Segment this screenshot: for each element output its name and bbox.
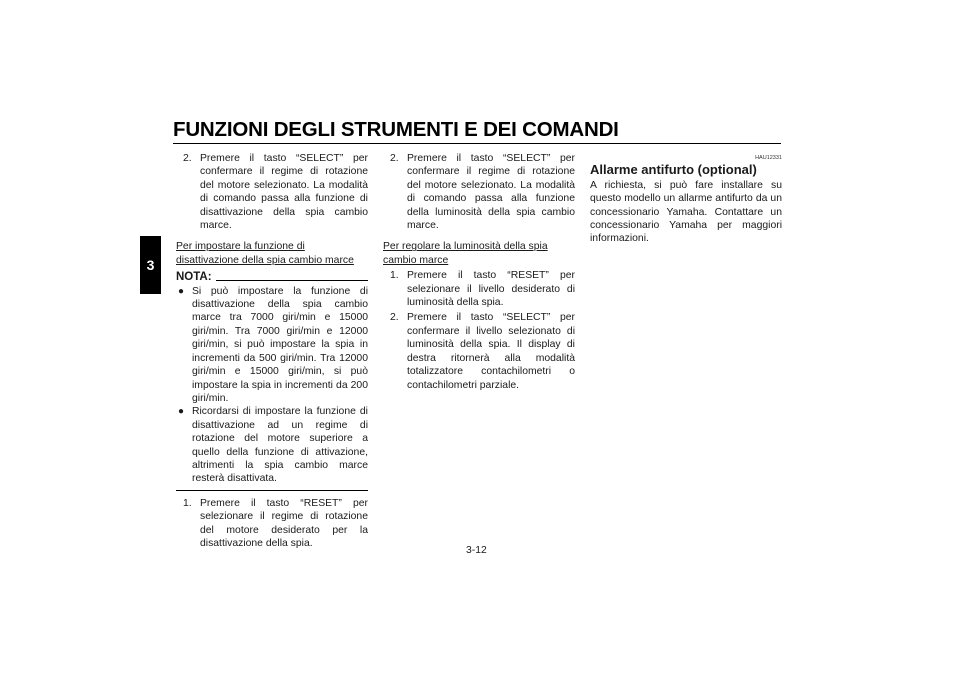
reference-code: HAU12331 [755,155,782,161]
column-middle [383,152,575,394]
nota-label: NOTA: [176,271,212,284]
nota-end-rule [176,490,368,491]
page-title: FUNZIONI DEGLI STRUMENTI E DEI COMANDI [173,118,619,141]
step-text: Premere il tasto “RESET” per selezionare il livello desiderato di luminosità della spia. [407,270,575,309]
step-number: 2. [183,153,192,164]
step-text: Premere il tasto “SELECT” per confermare il regime di rotazione del motore selezionato. La modalità di comando passa alla funzione della luminosità della spia cambio marce. [407,153,575,232]
column-right [590,152,782,246]
step-text: Premere il tasto “RESET” per selezionare il regime di rotazione del motore desiderato per la disattivazione della spia. [200,497,368,549]
title-rule [173,143,781,144]
step-text: Premere il tasto “SELECT” per confermare il livello selezionato di luminosità della spia. Il display di destra ritornerà alla modalità totalizzatore contachilometri o contachilometri parziale. [407,312,575,391]
nota-rule [216,280,368,281]
bullet-item [176,285,368,406]
nota-header [176,271,368,284]
bullet-text: Si può impostare la funzione di disattivazione della spia cambio marce tra 7000 giri/min e 15000 giri/min. Tra 7000 giri/min e 12000 giri/min, si può impostare la spia in incrementi da 500 giri/min. Tra 12000 giri/min e 15000 giri/min, si può impostare la spia in incrementi da 200 giri/min. [192,285,368,404]
bullet-icon: ● [178,285,185,297]
bullet-item [176,405,368,485]
step-text: Premere il tasto “SELECT” per confermare il regime di rotazione del motore selezionato. La modalità di comando passa alla funzione di disattivazione della spia cambio marce. [200,153,368,232]
subheading: Per impostare la funzione di disattivazione della spia cambio marce [176,241,354,266]
section-tab: 3 [140,236,161,294]
step-number: 2. [390,153,399,164]
step-item [176,152,368,232]
step-item [383,269,575,309]
step-number: 2. [390,312,399,324]
bullet-text: Ricordarsi di impostare la funzione di disattivazione ad un regime di rotazione del motore superiore a quello della funzione di attivazione, altrimenti la spia cambio marce resterà disattivata. [192,406,368,485]
section-heading: Allarme antifurto (optional) [590,162,757,178]
step-item [383,152,575,232]
subheading: Per regolare la luminosità della spia cambio marce [383,241,548,266]
body-paragraph: A richiesta, si può fare installare su questo modello un allarme antifurto da un concessionario Yamaha. Contattare un concessionario Yamaha per maggiori informazioni. [590,179,782,245]
column-left [176,152,368,552]
step-number: 1. [390,270,399,282]
step-item [383,311,575,391]
page-number: 3-12 [466,545,487,556]
step-number: 1. [183,497,192,509]
step-item [176,497,368,551]
bullet-icon: ● [178,406,185,418]
